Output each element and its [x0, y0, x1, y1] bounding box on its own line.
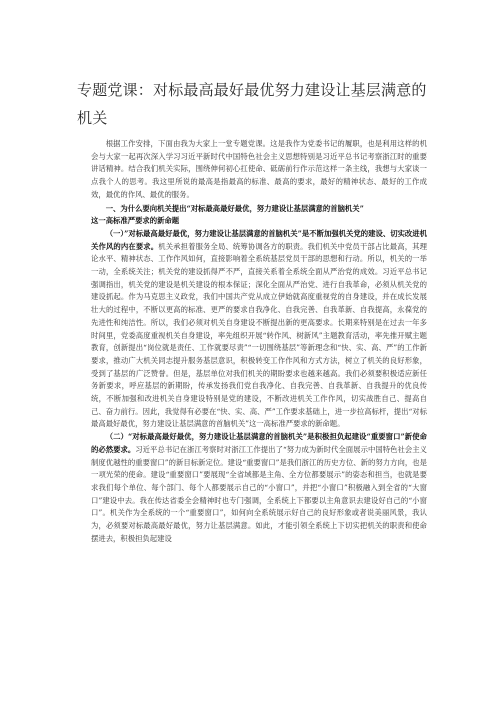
subsection-1-paragraph [91, 228, 427, 431]
document-body [91, 138, 427, 546]
subsection-2-lead: （二）“对标最高最好最优，努力建设让基层满意的首脑机关”是积极担负起建设“重要窗口”新使命的必然要求。 [91, 432, 427, 454]
subsection-1-text: 机关承担着服务全局、统筹协调各方的职责。我们机关中党员干部占比最高，其理论水平、精神状态、工作作风如何，直接影响着全系统基层党员干部的思想和行动。所以，机关的一举一动，全系统关注；机关党的建设抓得严不严，直接关系着全系统全面从严治党的成效。习近平总书记强调指出，机关党的建设是机关建设的根本保证；深化全面从严治党、进行自我革命，必须从机关党的建设抓起。作为马克思主义政党，我们中国共产党从成立伊始就高度重视党的自身建设，并在成长发展壮大的过程中，不断以更高的标准、更严的要求自我净化、自我完善、自我革新、自我提高，永葆党的先进性和纯洁性。所以，我们必须对机关自身建设不断提出新的更高要求。长期来特别是在过去一年多时间里，党委高度重视机关自身建设，率先组织开展“转作风、树新风”主题教育活动，率先推开赋主题教育，创新提出“岗位就是责任、工作就要尽责”“一切围绕基层”等新理念和“快、实、高、严”的工作新要求，推动广大机关同志提升服务基层意识，积极转变工作作风和方式方法，树立了机关的良好形象，受到了基层的广泛赞誉。但是，基层单位对我们机关的期盼要求也越来越高。我们必须要积极适应新任务新要求，呼应基层的新期盼，传承发扬我们党自我净化、自我完善、自我革新、自我提升的优良传统，不断加强和改进机关自身建设特别是党的建设，不断改进机关工作作风，切实战胜自己、提高自己、奋力前行。因此，我觉得有必要在“快、实、高、严”工作要求基础上，进一步拉高标杆，提出“对标最高最好最优，努力建设让基层满意的首脑机关”这一高标准严要求的新命题。 [91, 241, 427, 429]
subsection-2-paragraph [91, 431, 427, 545]
document-title: 专题党课：对标最高最好最优努力建设让基层满意的机关 [77, 81, 427, 127]
subsection-2-text: 习近平总书记在浙江考察时对浙江工作提出了“努力成为新时代全面展示中国特色社会主义制度优越性的重要窗口”的新目标新定位。建设“重要窗口”是我们浙江的历史方位、新的努力方向，也是一项光荣的使命。建设“重要窗口”要展现“全省域都是主角、全方位都要展示”的姿态和担当，也就是要求我们每个单位、每个部门、每个人都要展示自己的“小窗口”，并把“小窗口”积极融入到全省的“大窗口”建设中去。我在传达省委全会精神时也专门强调，全系统上下都要以主角意识去建设好自己的“小窗口”。机关作为全系统的一个“重要窗口”，如何向全系统展示好自己的良好形象或者说美丽风景，我认为，必须要对标最高最好最优，努力让基层满意。如此，才能引领全系统上下切实把机关的职责和使命摆进去，积极担负起建设 [91, 444, 427, 543]
intro-paragraph: 根据工作安排，下面由我为大家上一堂专题党课。这是我作为党委书记的履职，也是利用这样的机会与大家一起再次深入学习习近平新时代中国特色社会主义思想特别是习近平总书记考察浙江时的重要讲话精神。结合我们机关实际，围绕伸何初心扛使命、砥砺前行作示范这样一条主线，我想与大家谈一点我个人的思考。我这里所说的最高是指最高的标准、最高的要求，最好的精神状态、最好的工作成效，最优的作风、最优的服务。 [91, 139, 427, 199]
section-heading-1: 一、为什么要向机关提出“对标最高最好最优，努力建设让基层满意的首脑机关” [105, 203, 364, 213]
subsection-1-lead: （一）”对标最高最好最优，努力建设让基层满意的首脑机关”是不断加强机关党的建设、切实改进机关作风的内在要求。 [91, 228, 427, 251]
section-heading-1-continued: 这一高标准严要求的新命题 [91, 216, 180, 226]
